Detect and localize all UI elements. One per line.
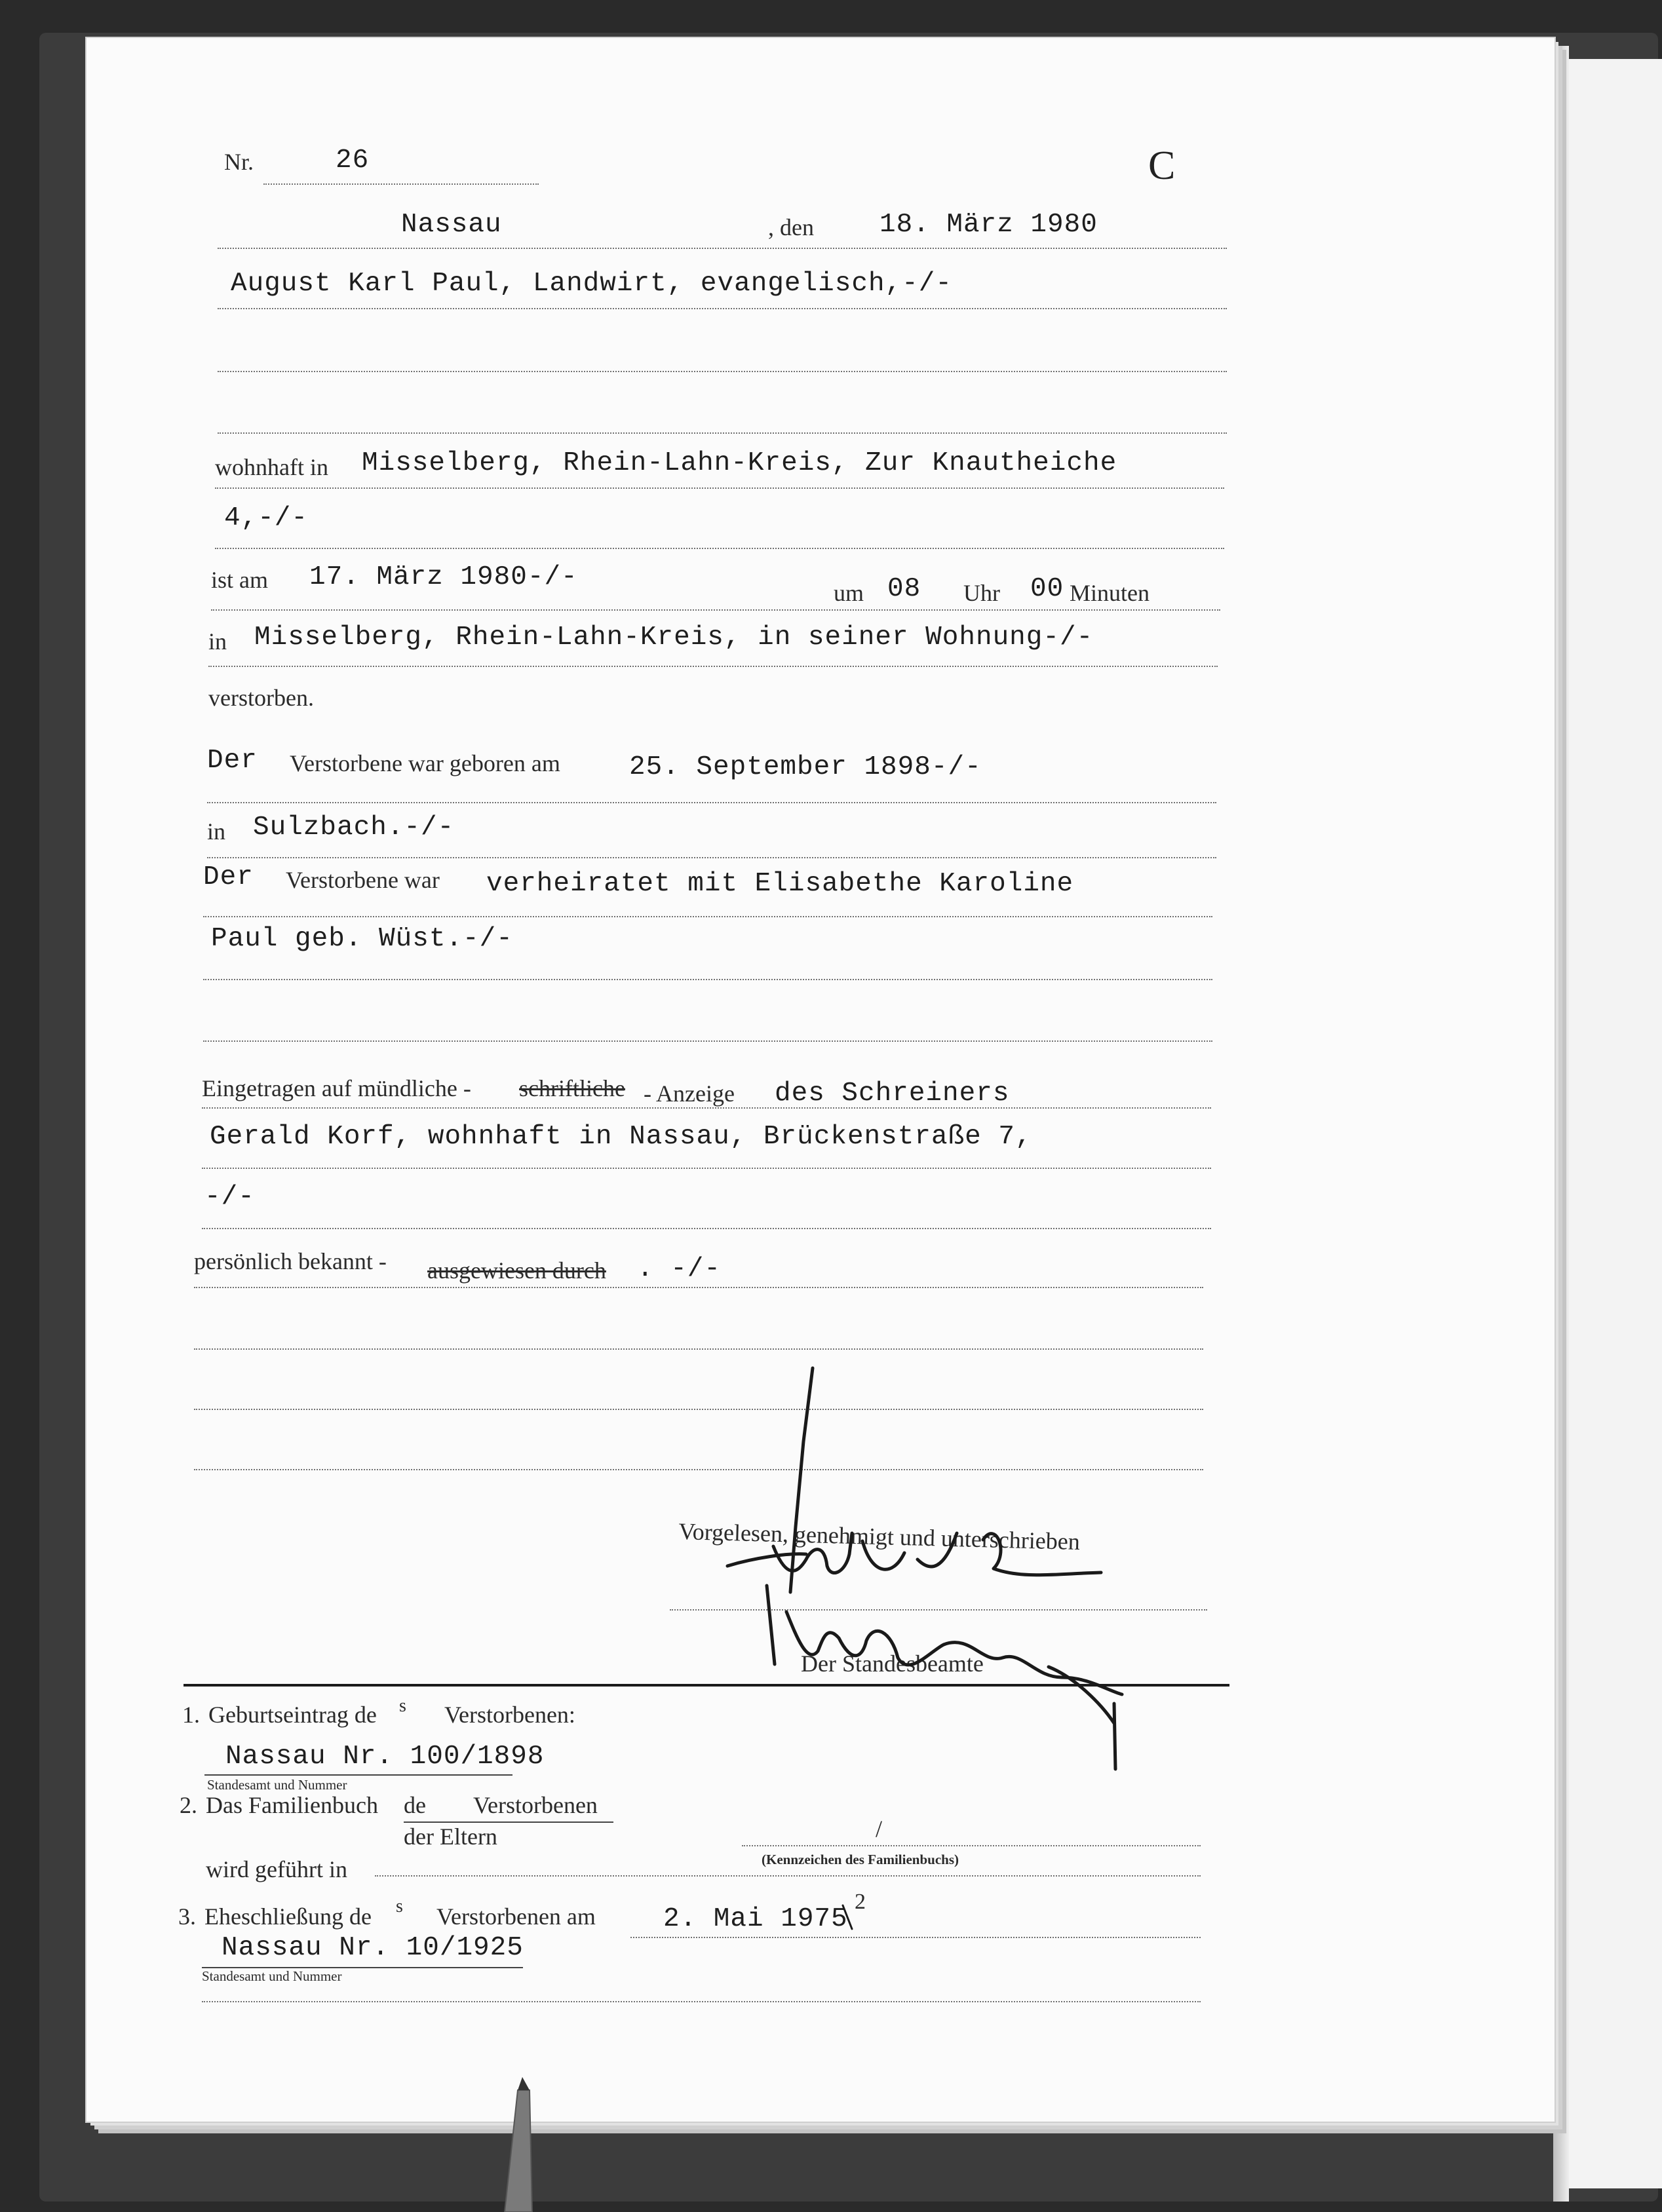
marital-label: Verstorbene war xyxy=(286,867,440,893)
marital-line1: verheiratet mit Elisabethe Karoline xyxy=(486,869,1074,899)
identity-label-struck: ausgewiesen durch xyxy=(427,1257,606,1284)
note2-label: Das Familienbuch xyxy=(206,1792,378,1818)
residence-line2: 4,-/- xyxy=(224,503,309,533)
pen-icon xyxy=(505,2077,532,2212)
note1-label-a: Geburtseintrag de xyxy=(208,1702,377,1728)
um-label: um xyxy=(834,580,864,606)
residence-line1: Misselberg, Rhein-Lahn-Kreis, Zur Knautheiche xyxy=(362,448,1117,478)
note3-label-b: Verstorbenen am xyxy=(436,1903,596,1930)
birth-place: Sulzbach.-/- xyxy=(253,812,455,843)
note2-slash: / xyxy=(876,1816,883,1842)
note3-caption: Standesamt und Nummer xyxy=(202,1968,342,1984)
birth-label: Verstorbene war geboren am xyxy=(290,750,560,776)
signature-registrar xyxy=(767,1586,1122,1769)
death-place: Misselberg, Rhein-Lahn-Kreis, in seiner Wohnung-/- xyxy=(254,622,1094,653)
nr-label: Nr. xyxy=(224,149,254,175)
nr-value: 26 xyxy=(336,145,370,176)
note2-caption: (Kennzeichen des Familienbuchs) xyxy=(762,1852,959,1867)
note3-super: s xyxy=(396,1896,403,1916)
identity-label-prefix: persönlich bekannt - xyxy=(194,1248,387,1274)
note1-label-b: Verstorbenen: xyxy=(444,1702,575,1728)
note1-number: 1. xyxy=(182,1702,200,1728)
registrar-label: Der Standesbeamte xyxy=(801,1650,984,1677)
report-value-1: des Schreiners xyxy=(775,1078,1010,1109)
read-approved-text: Vorgelesen, genehmigt und unterschrieben xyxy=(678,1517,1081,1555)
den-label: , den xyxy=(768,214,814,240)
note1-caption: Standesamt und Nummer xyxy=(207,1777,347,1793)
death-date: 17. März 1980-/- xyxy=(309,562,578,592)
minuten-label: Minuten xyxy=(1070,580,1150,606)
note3-label-a: Eheschließung de xyxy=(204,1903,372,1930)
residence-label: wohnhaft in xyxy=(215,454,328,480)
note2-option-parents: der Eltern xyxy=(404,1823,497,1850)
note2-wird-label: wird geführt in xyxy=(206,1856,347,1882)
date-value: 18. März 1980 xyxy=(879,210,1098,240)
note1-value: Nassau Nr. 100/1898 xyxy=(225,1742,545,1772)
birth-in-label: in xyxy=(207,818,226,845)
note1-super: s xyxy=(399,1696,406,1716)
marital-der: Der xyxy=(203,862,254,892)
report-line2: Gerald Korf, wohnhaft in Nassau, Brückenstraße 7, xyxy=(210,1122,1032,1152)
report-label-struck: schriftliche xyxy=(519,1075,625,1101)
death-hour: 08 xyxy=(887,574,921,604)
uhr-label: Uhr xyxy=(963,580,1000,606)
note3-value: Nassau Nr. 10/1925 xyxy=(222,1933,524,1963)
ist-am-label: ist am xyxy=(211,567,268,593)
marital-line2: Paul geb. Wüst.-/- xyxy=(211,924,513,954)
birth-der: Der xyxy=(207,746,258,776)
identity-value: . -/- xyxy=(637,1254,722,1284)
verstorben-label: verstorben. xyxy=(208,685,314,711)
note3-number: 3. xyxy=(178,1903,196,1930)
note2-number: 2. xyxy=(180,1792,197,1818)
death-in-label: in xyxy=(208,628,227,655)
note2-option-deceased: Verstorbenen xyxy=(473,1792,598,1818)
note2-de: de xyxy=(404,1792,426,1818)
report-line3: -/- xyxy=(204,1182,255,1212)
note3-date: 2. Mai 1975 xyxy=(663,1904,848,1934)
correction-mark-year xyxy=(843,1905,852,1929)
deceased-name: August Karl Paul, Landwirt, evangelisch,-/- xyxy=(231,269,952,299)
report-label-suffix: - Anzeige xyxy=(644,1080,735,1107)
death-minutes: 00 xyxy=(1030,574,1064,604)
note3-correction: 2 xyxy=(855,1890,866,1914)
report-label-prefix: Eingetragen auf mündliche - xyxy=(202,1075,471,1101)
register-letter: C xyxy=(1148,143,1176,188)
signature-informant xyxy=(727,1368,1101,1592)
birth-date: 25. September 1898-/- xyxy=(629,752,982,782)
place-value: Nassau xyxy=(401,210,502,240)
